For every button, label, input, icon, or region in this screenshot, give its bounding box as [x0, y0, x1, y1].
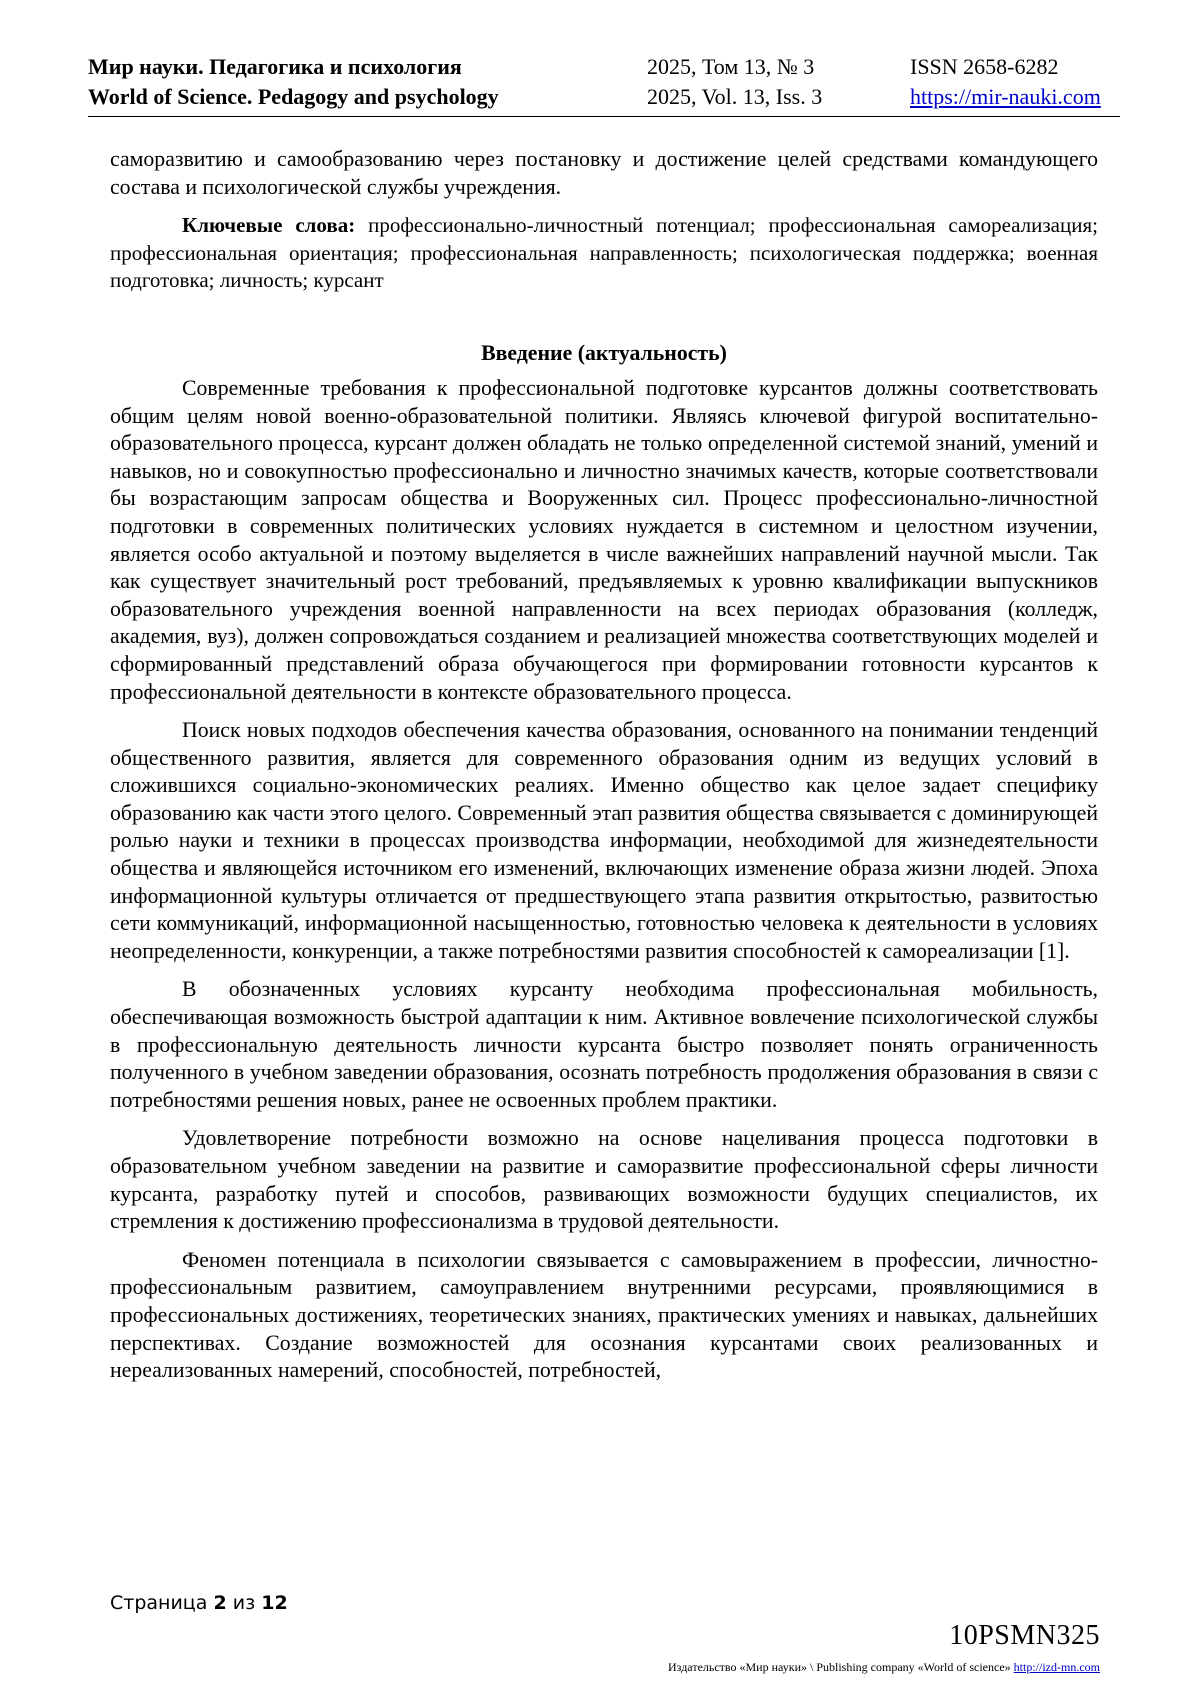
- page-label: Страница: [110, 1592, 208, 1614]
- publisher-link[interactable]: http://izd-mn.com: [1013, 1660, 1100, 1674]
- body-paragraph-2: Поиск новых подходов обеспечения качества образования, основанного на понимании тенденций общественного развития, является для современного образования одним из ведущих условий в сложившихся социально-экономических реалиях. Именно общество как целое задает специфику образованию как части этого целого. Современный этап развития общества связывается с доминирующей ролью науки и техники в процессах производства информации, необходимой для жизнедеятельности общества и являющейся источником его изменений, включающих изменение образа жизни людей. Эпоха информационной культуры отличается от предшествующего этапа развития открытостью, развитостью сети коммуникаций, информационной насыщенностью, готовностью человека к деятельности в условиях неопределенности, конкуренции, а также потребностями развития способностей к самореализации [1].: [110, 718, 1098, 963]
- keywords-list: профессионально-личностный потенциал; профессиональная самореализация; профессиональная ориентация; профессиональная направленность; психологическая поддержка; военная подготовка; личность; курсант: [110, 213, 1098, 293]
- page-counter: [110, 1592, 288, 1614]
- article-code: 10PSMN325: [949, 1620, 1100, 1651]
- issn-block: [910, 52, 1101, 112]
- journal-website-link[interactable]: https://mir-nauki.com: [910, 84, 1101, 109]
- issue-info-ru: 2025, Том 13, № 3: [647, 54, 815, 79]
- page-header: [88, 50, 1120, 117]
- page-total: 12: [261, 1592, 288, 1614]
- issue-info-block: [647, 52, 822, 112]
- journal-title-ru: Мир науки. Педагогика и психология: [88, 54, 462, 79]
- page-of: из: [232, 1592, 256, 1614]
- body-paragraph-4: Удовлетворение потребности возможно на основе нацеливания процесса подготовки в образовательном учебном заведении на развитие и саморазвитие профессиональной сферы личности курсанта, разработку путей и способов, развивающих возможности будущих специалистов, их стремления к достижению профессионализма в трудовой деятельности.: [110, 1126, 1098, 1234]
- article-body: [110, 146, 1098, 1396]
- journal-title-block: [88, 52, 499, 112]
- issn-number: ISSN 2658-6282: [910, 54, 1059, 79]
- page-current: 2: [213, 1592, 227, 1614]
- body-paragraph-5: Феномен потенциала в психологии связывается с самовыражением в профессии, личностно-профессиональным развитием, самоуправлением внутренними ресурсами, проявляющимися в профессиональных достижениях, теоретических знаниях, практических умениях и навыках, дальнейших перспективах. Создание возможностей для осознания курсантами своих реализованных и нереализованных намерений, способностей, потребностей,: [110, 1247, 1098, 1383]
- section-title: Введение (актуальность): [481, 340, 727, 365]
- publisher-line: [668, 1660, 1100, 1675]
- body-paragraph-1: Современные требования к профессиональной подготовке курсантов должны соответствовать общим целям новой военно-образовательной политики. Являясь ключевой фигурой воспитательно-образовательного процесса, курсант должен обладать не только определенной системой знаний, умений и навыков, но и совокупностью профессионально и личностно значимых качеств, которые соответствовали бы возрастающим запросам общества и Вооруженных сил. Процесс профессионально-личностной подготовки в современных политических условиях нуждается в системном и целостном изучении, является особо актуальной и поэтому выделяется в числе важнейших направлений научной мысли. Так как существует значительный рост требований, предъявляемых к уровню квалификации выпускников образовательного учреждения военной направленности на всех периодах образования (колледж, академия, вуз), должен сопровождаться созданием и реализацией множества соответствующих моделей и сформированный представлений образа обучающегося при формировании готовности курсантов к профессиональной деятельности в контексте образовательного процесса.: [110, 375, 1098, 704]
- journal-title-en: World of Science. Pedagogy and psychology: [88, 84, 499, 109]
- keywords-label: Ключевые слова:: [182, 213, 356, 238]
- keywords-paragraph: [110, 212, 1098, 295]
- body-paragraph-3: В обозначенных условиях курсанту необходима профессиональная мобильность, обеспечивающая возможность быстрой адаптации к ним. Активное вовлечение психологической службы в профессиональную деятельность личности курсанта быстро позволяет понять ограниченность полученного в учебном заведении образования, осознать потребность продолжения образования в связи с потребностями решения новых, ранее не освоенных проблем практики.: [110, 977, 1098, 1112]
- continuation-paragraph: саморазвитию и самообразованию через постановку и достижение целей средствами командующего состава и психологической службы учреждения.: [110, 147, 1098, 199]
- publisher-text: Издательство «Мир науки» \ Publishing company «World of science»: [668, 1660, 1011, 1674]
- issue-info-en: 2025, Vol. 13, Iss. 3: [647, 84, 823, 109]
